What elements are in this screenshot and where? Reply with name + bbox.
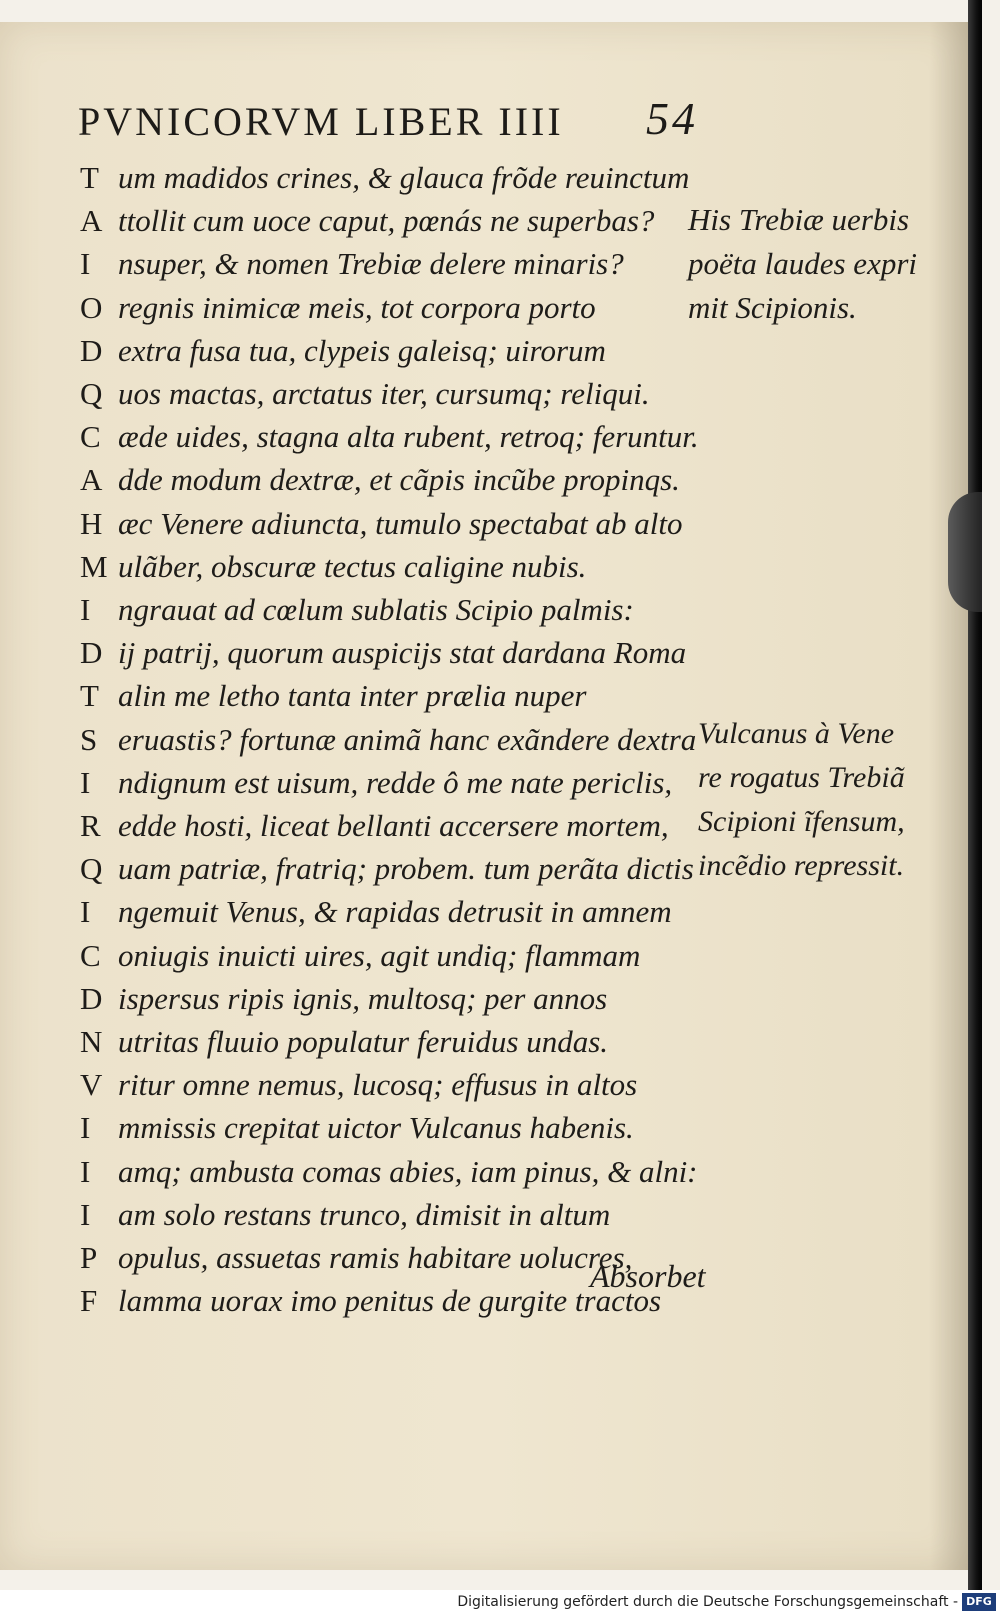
verse-line <box>80 981 720 1021</box>
verse-line <box>80 765 720 805</box>
verse-initial: O <box>80 289 103 325</box>
verse-initial: D <box>80 332 103 368</box>
verse-text: ij patrij, quorum auspicijs stat dardana Roma <box>118 635 687 671</box>
verse-line <box>80 1154 720 1194</box>
verse-text: lamma uorax imo penitus de gurgite tractos <box>118 1283 662 1319</box>
verse-line <box>80 462 720 502</box>
verse-line <box>80 938 720 978</box>
marginal-note-line: Vulcanus à Vene <box>698 717 895 750</box>
verse-line <box>80 333 720 373</box>
verse-text: nsuper, & nomen Trebiæ delere minaris? <box>118 246 624 282</box>
verse-line <box>80 678 720 718</box>
verse-text: opulus, assuetas ramis habitare uolucres, <box>118 1240 633 1275</box>
verse-text: ndignum est uisum, redde ô me nate periclis, <box>118 764 673 800</box>
footer-credit: Digitalisierung gefördert durch die Deutsche Forschungsgemeinschaft - <box>457 1594 958 1610</box>
verse-line <box>80 894 720 934</box>
verse-text: eruastis? fortunæ animã hanc exãndere dextra <box>118 721 697 757</box>
verse-text: regnis inimicæ meis, tot corpora porto <box>118 289 596 325</box>
verse-text: extra fusa tua, clypeis galeisq; uirorum <box>118 332 606 368</box>
marginal-note-line: His Trebiæ uerbis <box>688 202 910 237</box>
verse-line <box>80 160 720 200</box>
verse-line <box>80 246 720 286</box>
verse-line <box>80 1067 720 1107</box>
verse-initial: A <box>80 462 103 498</box>
verse-text: ispersus ripis ignis, multosq; per annos <box>118 980 608 1016</box>
verse-initial: C <box>80 419 101 455</box>
verse-initial: A <box>80 203 103 239</box>
verse-initial: I <box>80 1153 91 1189</box>
verse-line <box>80 808 720 848</box>
verse-initial: Q <box>80 376 103 411</box>
catchword: Absorbet <box>590 1258 706 1294</box>
verse-line <box>80 290 720 330</box>
verse-text: alin me letho tanta inter prælia nuper <box>118 678 587 714</box>
verse-initial: T <box>80 160 99 195</box>
verse-text: ngrauat ad cœlum sublatis Scipio palmis: <box>118 592 634 627</box>
verse-line <box>80 1110 720 1150</box>
verse-initial: I <box>80 592 91 627</box>
verse-text: ngemuit Venus, & rapidas detrusit in amnem <box>118 894 672 930</box>
verse-initial: I <box>80 764 91 800</box>
marginal-note-line: mit Scipionis. <box>688 290 857 325</box>
verse-initial: R <box>80 808 101 843</box>
marginal-note-line: poëta laudes expri <box>688 246 918 281</box>
marginal-note-line: incẽdio repressit. <box>698 849 905 882</box>
verse-initial: Q <box>80 851 103 887</box>
verse-initial: I <box>80 894 91 930</box>
verse-initial: V <box>80 1067 103 1103</box>
verse-line <box>80 851 720 891</box>
verse-line <box>80 376 720 416</box>
verse-text: uos mactas, arctatus iter, cursumq; reliqui. <box>118 376 650 411</box>
verse-initial: I <box>80 1110 91 1146</box>
verse-line <box>80 722 720 762</box>
running-head <box>78 93 698 148</box>
verse-initial: P <box>80 1240 98 1275</box>
running-head-title: PVNICORVM LIBER IIII <box>78 99 564 144</box>
verse-line <box>80 549 720 589</box>
verse-text: æde uides, stagna alta rubent, retroq; feruntur. <box>118 419 699 455</box>
verse-text: edde hosti, liceat bellanti accersere mortem, <box>118 808 669 843</box>
book-spine <box>968 0 982 1600</box>
verse-initial: H <box>80 505 103 541</box>
verse-text: utritas fluuio populatur feruidus undas. <box>118 1024 609 1059</box>
verse-text: dde modum dextræ, et cãpis incũbe propinqs. <box>118 462 680 498</box>
digitization-footer <box>0 1590 1000 1620</box>
verse-initial: C <box>80 937 101 973</box>
verse-text: oniugis inuicti uires, agit undiq; flammam <box>118 937 641 973</box>
verse-initial: D <box>80 980 103 1016</box>
verse-initial: I <box>80 246 91 282</box>
verse-text: ulãber, obscuræ tectus caligine nubis. <box>118 548 587 584</box>
marginal-note-line: Scipioni ĩfensum, <box>698 805 905 838</box>
marginal-note-1 <box>688 198 917 330</box>
verse-line <box>80 203 720 243</box>
verse-initial: M <box>80 548 108 584</box>
verse-text: um madidos crines, & glauca frõde reuinctum <box>118 160 690 195</box>
verse-initial: I <box>80 1196 91 1232</box>
marginal-note-line: re rogatus Trebiã <box>698 761 905 794</box>
verse-line <box>80 419 720 459</box>
verse-text: ttollit cum uoce caput, pœnás ne superbas? <box>118 203 655 239</box>
verse-initial: S <box>80 721 98 757</box>
verse-initial: D <box>80 635 103 671</box>
verse-initial: N <box>80 1024 103 1059</box>
marginal-note-2 <box>698 712 905 888</box>
verse-line <box>80 1024 720 1064</box>
verse-text: am solo restans trunco, dimisit in altum <box>118 1196 611 1232</box>
verse-line <box>80 592 720 632</box>
dfg-logo-icon: DFG <box>962 1593 996 1611</box>
verse-line <box>80 1197 720 1237</box>
verse-text: ritur omne nemus, lucosq; effusus in altos <box>118 1067 638 1103</box>
verse-initial: F <box>80 1283 98 1319</box>
verse-text: amq; ambusta comas abies, iam pinus, & alni: <box>118 1153 698 1189</box>
page-number: 54 <box>646 93 698 144</box>
verse-text: æc Venere adiuncta, tumulo spectabat ab alto <box>118 505 683 541</box>
verse-text: mmissis crepitat uictor Vulcanus habenis. <box>118 1110 634 1146</box>
verse-text: uam patriæ, fratriq; probem. tum perãta dictis <box>118 851 694 887</box>
verse-line <box>80 635 720 675</box>
bookmark-tab <box>948 492 982 612</box>
verse-initial: T <box>80 678 99 714</box>
verse-line <box>80 506 720 546</box>
